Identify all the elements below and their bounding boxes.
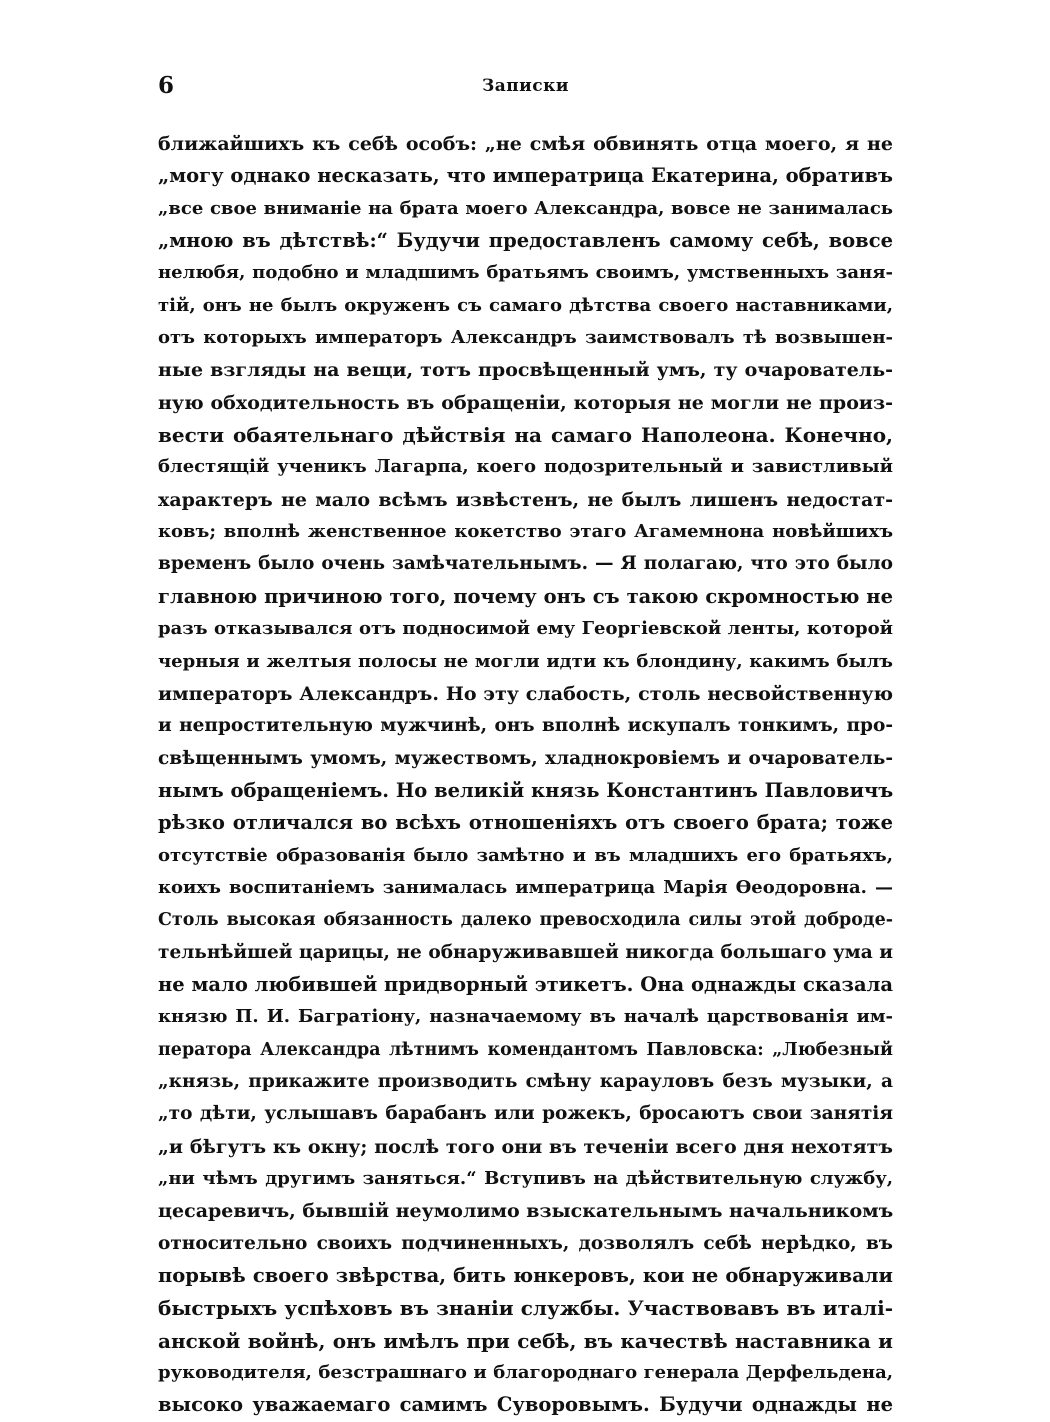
running-title: Записки (481, 76, 570, 96)
text-line: „и бѣгутъ къ окну; послѣ того они въ теченіи всего дня нехотятъ (158, 1135, 893, 1158)
text-line: рѣзко отличался во всѣхъ отношеніяхъ отъ своего брата; тоже (158, 811, 893, 835)
text-line: тельнѣйшей царицы, не обнаруживавшей никогда большаго ума и (158, 941, 893, 963)
body-text (158, 128, 893, 1422)
text-line: разъ отказывался отъ подносимой ему Георгіевской ленты, которой (158, 618, 893, 640)
text-line: относительно своихъ подчиненныхъ, дозволялъ себѣ нерѣдко, въ (158, 1232, 893, 1254)
text-line: императоръ Александръ. Но эту слабость, столь несвойственную (158, 682, 893, 705)
text-line: ную обходительность въ обращеніи, которыя не могли не произ- (158, 391, 893, 414)
text-line: свѣщеннымъ умомъ, мужествомъ, хладнокровіемъ и очарователь- (158, 747, 893, 769)
text-line: „ни чѣмъ другимъ заняться.“ Вступивъ на дѣйствительную службу, (158, 1168, 893, 1189)
text-line: и непростительную мужчинѣ, онъ вполнѣ искупалъ тонкимъ, про- (158, 715, 893, 737)
text-line: ближайшихъ къ себѣ особъ: „не смѣя обвинять отца моего, я не (158, 133, 893, 155)
text-line: нелюбя, подобно и младшимъ братьямъ своимъ, умственныхъ заня- (158, 262, 893, 284)
text-line: коихъ воспитаніемъ занималась императрица Марія Ѳеодоровна. — (158, 876, 893, 898)
text-line: „все свое вниманіе на брата моего Александра, вовсе не занималась (158, 197, 893, 219)
text-line: Столь высокая обязанность далеко превосходила силы этой доброде- (158, 910, 893, 931)
text-line: „то дѣти, услышавъ барабанъ или рожекъ, бросаютъ свои занятія (158, 1103, 893, 1125)
text-line: порывѣ своего звѣрства, бить юнкеровъ, кои не обнаруживали (158, 1264, 893, 1288)
text-line: не мало любившей придворный этикетъ. Она однажды сказала (158, 972, 893, 996)
text-line: анской войнѣ, онъ имѣлъ при себѣ, въ качествѣ наставника и (158, 1328, 893, 1353)
text-line: ные взгляды на вещи, тотъ просвѣщенный умъ, ту очарователь- (158, 359, 893, 382)
page-number: 6 (158, 72, 175, 99)
page-header (158, 72, 893, 112)
text-line: тій, онъ не былъ окруженъ съ самаго дѣтства своего наставниками, (158, 294, 893, 316)
text-line: временъ было очень замѣчательнымъ. — Я полагаю, что это было (158, 553, 893, 575)
text-line: характеръ не мало всѣмъ извѣстенъ, не былъ лишенъ недостат- (158, 488, 893, 511)
text-line: руководителя, безстрашнаго и благороднаго генерала Дерфельдена, (158, 1362, 893, 1384)
text-line: блестящій ученикъ Лагарпа, коего подозрительный и завистливый (158, 456, 893, 478)
text-line: отъ которыхъ императоръ Александръ заимствовалъ тѣ возвышен- (158, 327, 893, 349)
text-line: главною причиною того, почему онъ съ такою скромностью не (158, 584, 893, 608)
text-line: князю П. И. Багратіону, назначаемому въ началѣ царствованія им- (158, 1006, 893, 1028)
text-line: цесаревичъ, бывшій неумолимо взыскательнымъ начальникомъ (158, 1200, 894, 1223)
text-line: ковъ; вполнѣ женственное кокетство этаго Агамемнона новѣйшихъ (158, 521, 893, 543)
text-line: высоко уважаемаго самимъ Суворовымъ. Будучи однажды не (158, 1393, 893, 1417)
text-line: черныя и желтыя полосы не могли идти къ блондину, какимъ былъ (158, 650, 893, 672)
text-line: быстрыхъ успѣховъ въ знаніи службы. Участвовавъ въ италі- (158, 1296, 893, 1321)
text-line: отсутствіе образованія было замѣтно и въ младшихъ его братьяхъ, (158, 844, 893, 866)
text-line: „могу однако несказать, что императрица Екатерина, обративъ (158, 164, 893, 188)
text-line: нымъ обращеніемъ. Но великій князь Константинъ Павловичъ (158, 778, 894, 802)
text-line: „князь, прикажите производить смѣну карауловъ безъ музыки, а (158, 1070, 893, 1092)
text-line: „мною въ дѣтствѣ:“ Будучи предоставленъ самому себѣ, вовсе (158, 229, 893, 253)
text-line: вести обаятельнаго дѣйствія на самаго Наполеона. Конечно, (158, 423, 893, 448)
text-line: ператора Александра лѣтнимъ комендантомъ Павловска: „Любезный (158, 1039, 893, 1060)
